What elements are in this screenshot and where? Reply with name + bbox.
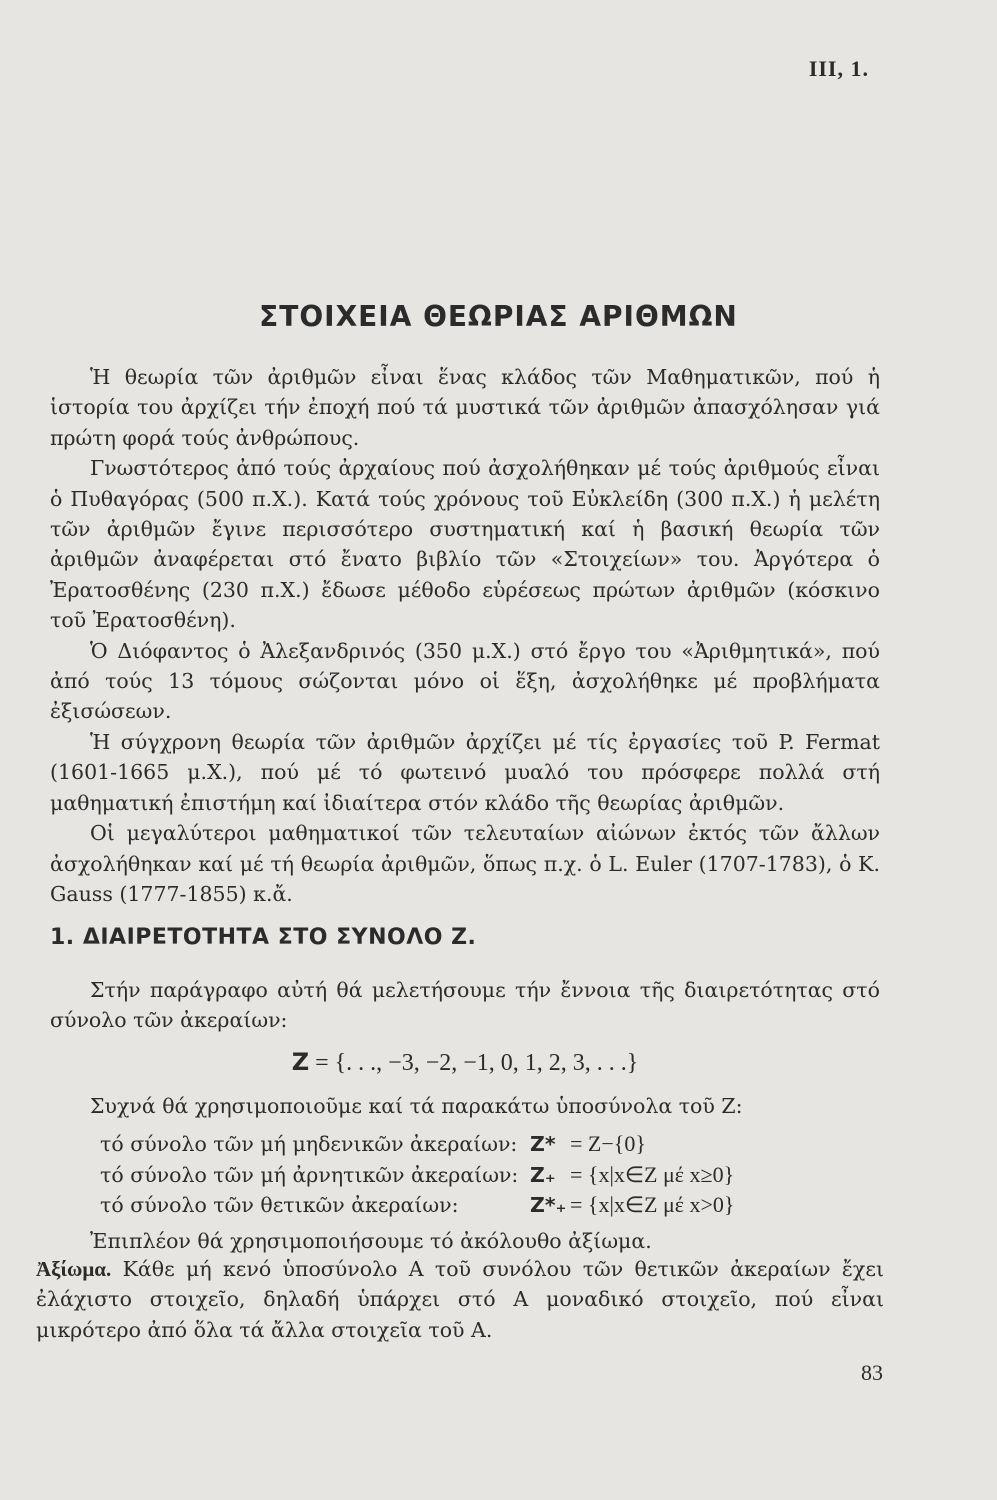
intro-paragraph-3: Ὁ Διόφαντος ὁ Ἀλεξανδρινός (350 μ.Χ.) στό ἔργο του «Ἀριθμητικά», πού ἀπό τούς 13 τόμους σώζονται μόνο οἱ ἕξη, ἀσχολήθηκε μέ προβλήματα ἐξισώσεων.	[50, 638, 880, 724]
subset-symbol: Z*₊	[530, 1193, 567, 1218]
axiom-label: Ἀξίωμα.	[36, 1257, 112, 1281]
section-number: 1.	[50, 925, 75, 950]
chapter-title: ΣΤΟΙΧΕΙΑ ΘΕΩΡΙΑΣ ΑΡΙΘΜΩΝ	[259, 300, 738, 333]
section-heading	[50, 925, 476, 950]
axiom-block	[36, 1254, 884, 1345]
subsets-intro: Συχνά θά χρησιμοποιοῦμε καί τά παρακάτω ὑποσύνολα τοῦ Z:	[90, 1093, 743, 1118]
subset-description: τό σύνολο τῶν θετικῶν ἀκεραίων:	[100, 1193, 459, 1218]
subset-row	[100, 1129, 734, 1159]
intro-text	[50, 362, 880, 909]
formula-symbol: Z	[291, 1047, 310, 1076]
axiom-text: Κάθε μή κενό ὑποσύνολο A τοῦ συνόλου τῶν θετικῶν ἀκεραίων ἔχει ἐλάχιστο στοιχεῖο, δηλαδή ὑπάρχει στό A μοναδικό στοιχεῖο, πού εἶναι μικρότερο ἀπό ὅλα τά ἄλλα στοιχεῖα τοῦ A.	[36, 1257, 884, 1342]
integers-formula	[50, 1044, 880, 1081]
subset-definition: = {x|x∈Z μέ x≥0}	[570, 1161, 735, 1187]
subset-description: τό σύνολο τῶν μή μηδενικῶν ἀκεραίων:	[100, 1132, 518, 1157]
subset-symbol: Z₊	[530, 1162, 556, 1187]
subsets-table	[100, 1129, 734, 1220]
axiom-intro: Ἐπιπλέον θά χρησιμοποιήσουμε τό ἀκόλουθο ἀξίωμα.	[90, 1229, 652, 1254]
section-intro: Στήν παράγραφο αὐτή θά μελετήσουμε τήν ἔννοια τῆς διαιρετότητας στό σύνολο τῶν ἀκεραίων:	[50, 978, 880, 1033]
page-number: 83	[861, 1360, 883, 1385]
intro-paragraph-1: Ἡ θεωρία τῶν ἀριθμῶν εἶναι ἕνας κλάδος τῶν Μαθηματικῶν, πού ἡ ἱστορία του ἀρχίζει τήν ἐποχή πού τά μυστικά τῶν ἀριθμῶν ἀπασχόλησαν γιά πρώτη φορά τούς ἀνθρώπους.	[50, 365, 880, 450]
running-head: III, 1.	[808, 56, 869, 81]
subset-row	[100, 1160, 734, 1190]
intro-paragraph-2: Γνωστότερος ἀπό τούς ἀρχαίους πού ἀσχολήθηκαν μέ τούς ἀριθμούς εἶναι ὁ Πυθαγόρας (500 π.Χ.). Κατά τούς χρόνους τοῦ Εὐκλείδη (300 π.Χ.) ἡ μελέτη τῶν ἀριθμῶν ἔγινε περισσότερο συστηματική καί ἡ βασική θεωρία τῶν ἀριθμῶν ἀναφέρεται στό ἔνατο βιβλίο τῶν «Στοιχείων» του. Ἀργότερα ὁ Ἐρατοσθένης (230 π.Χ.) ἔδωσε μέθοδο εὑρέσεως πρώτων ἀριθμῶν (κόσκινο τοῦ Ἐρατοσθένη).	[50, 456, 880, 633]
subset-description: τό σύνολο τῶν μή ἀρνητικῶν ἀκεραίων:	[100, 1162, 519, 1187]
section-body	[50, 975, 880, 1257]
subset-definition: = Z−{0}	[570, 1131, 646, 1157]
subset-row	[100, 1190, 734, 1220]
formula-set: = {. . ., −3, −2, −1, 0, 1, 2, 3, . . .}	[309, 1049, 639, 1076]
subset-symbol: Z*	[530, 1132, 556, 1157]
intro-paragraph-4: Ἡ σύγχρονη θεωρία τῶν ἀριθμῶν ἀρχίζει μέ τίς ἐργασίες τοῦ P. Fermat (1601-1665 μ.Χ.), πού μέ τό φωτεινό μυαλό του πρόσφερε πολλά στή μαθηματική ἐπιστήμη καί ἰδιαίτερα στόν κλάδο τῆς θεωρίας ἀριθμῶν.	[50, 729, 880, 815]
subset-definition: = {x|x∈Z μέ x>0}	[570, 1192, 735, 1218]
section-title: ΔΙΑΙΡΕΤΟΤΗΤΑ ΣΤΟ ΣΥΝΟΛΟ Z.	[82, 925, 477, 950]
intro-paragraph-5: Οἱ μεγαλύτεροι μαθηματικοί τῶν τελευταίων αἰώνων ἐκτός τῶν ἄλλων ἀσχολήθηκαν καί μέ τή θεωρία ἀριθμῶν, ὅπως π.χ. ὁ L. Euler (1707-1783), ὁ K. Gauss (1777-1855) κ.ἄ.	[50, 821, 880, 906]
